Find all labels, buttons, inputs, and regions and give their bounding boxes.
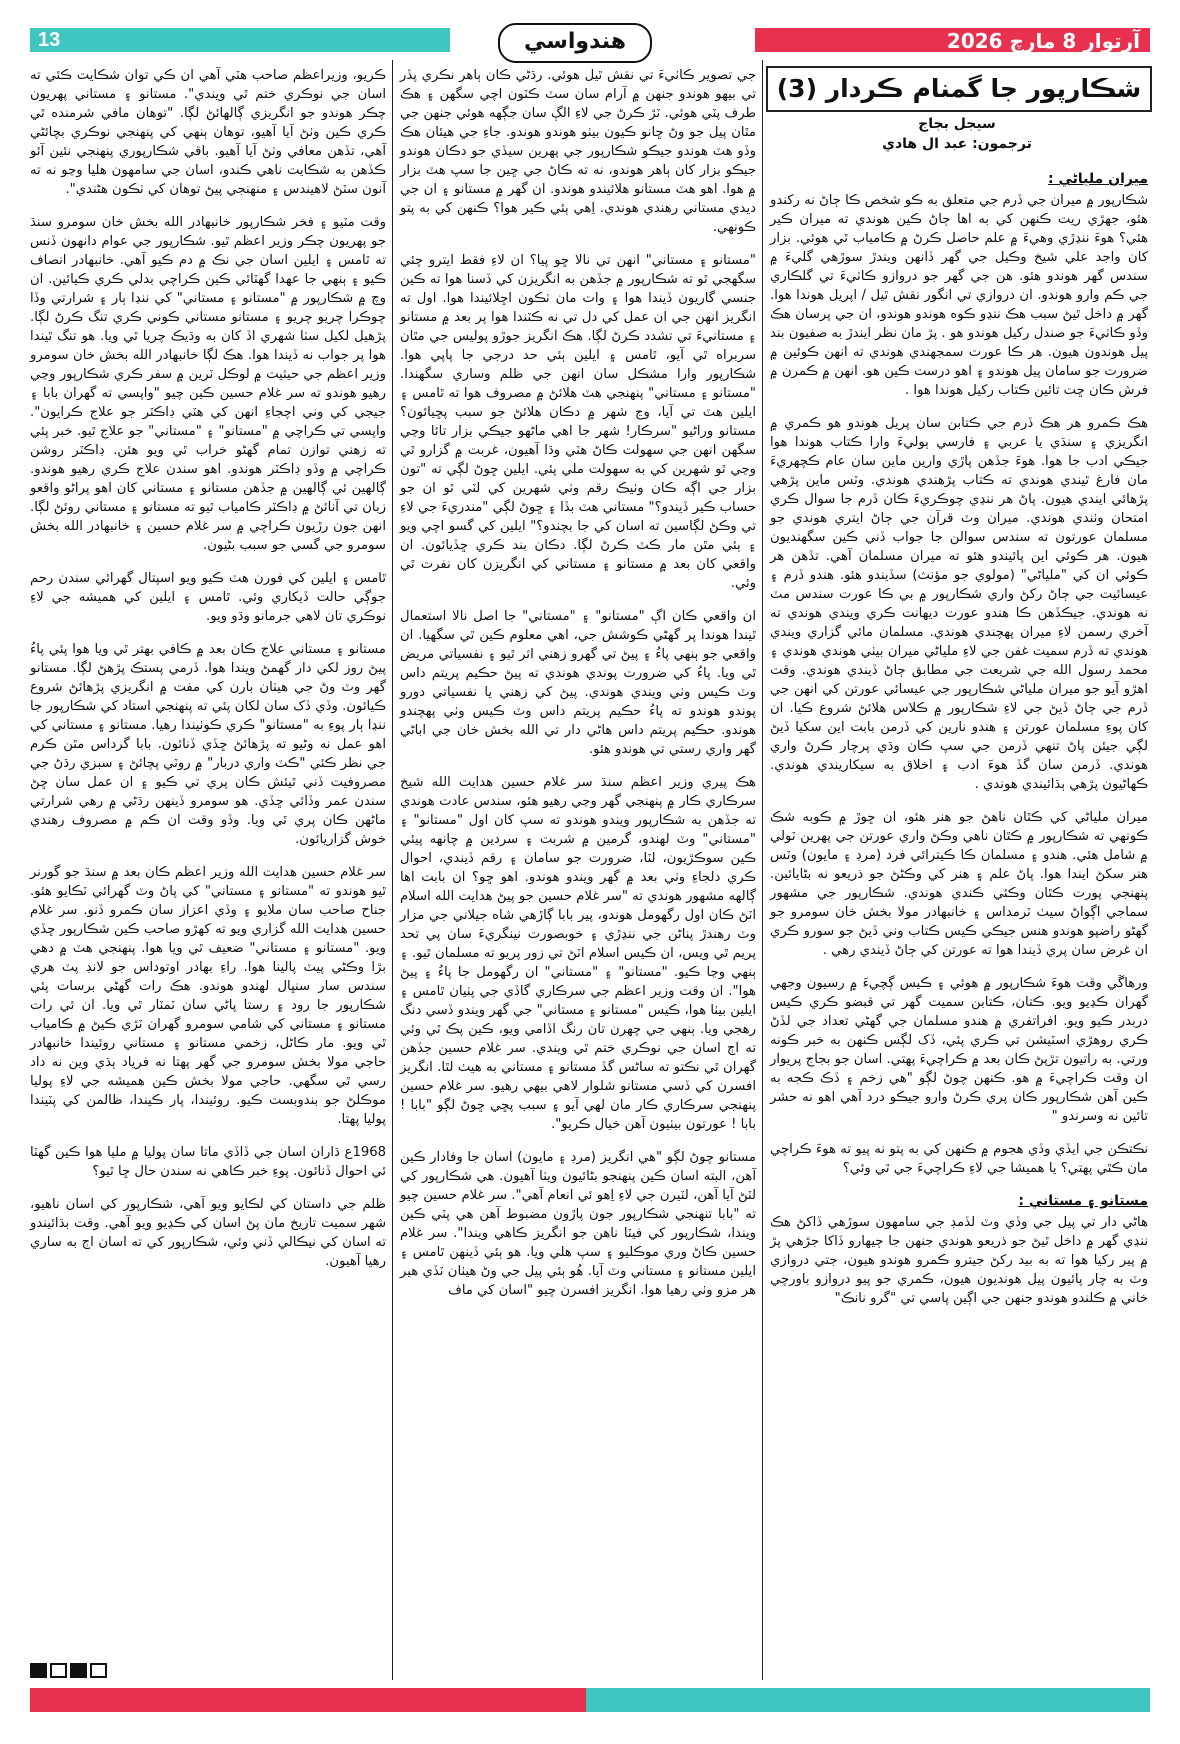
- paragraph: ميران ملياڻي کي ڪٿان ناهڻ جو هنر هئو، ان ڇوڙ ۾ ڪوبه شڪ ڪونهي ته شڪارپور ۾ ڪٿان ناهي وڪڻ واري عورتن جي پهرين ٽولي ۾ شامل هئي. هندو ۽ مسلمان ڪا ڪيترائي فرد (مرڊ ۽ مايون) وٽس هنر سکڻ ايندا هوا. پاڻ علم ۽ هنر کي وڪڻڻ جو ذريعو نه بڻايائين. پنهنجي پورت ڪٿان وڪئي ڪندي هوندي. شڪارپور جي مشهور سماجي اڳواڻ سيٺ ٽرمداس ۽ خانبهادر مولا بخش خان سومرو جو گهڻو راضپو هوندو هنس جيڪي ڪيس ڪتاب وني ڏيڻ جو سورو ڪري ان غرض سان پري ڏيندا هوا ته عورتن کي ڄاڻ ڏيندي رهي .: [770, 810, 1148, 958]
- translator-name: ترجمون: عبد ال هادي: [882, 136, 1032, 152]
- ornament-square: [50, 1663, 67, 1678]
- paragraph: شڪارپور ۾ ميران جي ڏرم جي متعلق به ڪو شخص ڪا ڄاڻ نه رکندو هئو، جهڙي ريت ڪنهن کي به اها ڄاڻ ڪين هوندي ته ميران ڪير هئي؟ هوءَ ننڍڙي وهيءَ ۾ علم حاصل ڪرڻ ۾ ڪامياب ٿي هوئي. بزار کان واجد علي شيخ وڪيل جي گهر ڏانهن ويندڙ سوڙهي گليءَ ۾ سندس گهر هوندو هئو. هن جي گهر جو دروازو ڪاٺيءَ تي گلڪاري جي ڪم وارو هوندو. ان دروازي تي انگور نقش ٿيل / اپريل هوندا هوا. گهر ۾ داخل ٿيڻ سبب هڪ ننڍو ڪوه هوندو هوندو، ان جي پرسان هڪ وڏو ڪاٺيءَ جو صندل رکيل هوندو هو . پڙ مان نظر ايندڙ به صفيون بند پيل هوندون هيون. هر ڪا عورت سمجهندي هوندي ته انهن ڪوئين ۾ ضرورت جو سامان پيل هوندو ۽ اهو درست ڪين هو. انهن ۾ ڪمرن ۾ فرش ڪان ڇت تائين ڪتاب رکيل هوندا هوا .: [770, 193, 1148, 398]
- column-divider: [762, 60, 763, 1680]
- masthead-logo: هندواسي: [498, 23, 652, 63]
- column-divider: [392, 60, 393, 1680]
- paragraph: "مستانو ۽ مستاني" انهن تي نالا ڇو پيا؟ ان لاءِ فقط ايترو چئي سگهجي ٿو ته شڪارپور ۾ جڏهن به انگريزن کي ڏسنا هوا ته ڪين جنسي گاريون ڏيندا هوا ۽ وات مان ٺڪون اڇلائيندا هوا. اول ته انگريز انهن جي ان عمل کي دل تي نه ڪٽندا هوا پر بعد ۾ مستانو ۽ مستانيءَ تي تشدد ڪرڻ لڳا. هڪ انگريز جوڙو پوليس جي مٿان سربراه ٿي آيو، ٿامس ۽ ايلين ٻئي حد درجي جا پاپي هوا. شڪارپور وارا مشڪل سان انهن جي ظلم وساري سگهندا. "مستانو ۽ مستاني" پنهنجي هٽ هلائڻ ۾ مصروف هوا ته ٿامس ۽ ايلين هٽ تي آيا، وڃ شهر ۾ دڪان هلائڻ جو سبب پڇيائون؟ مستانو وراڻيو "سرڪار! شهر جا اهي ماڻهو جيڪي بزار تائا وڃي سگهن انهن جي سهولت ڪاڻ هٽي وڌا آهيون، غربت ۾ گزارو ٿي وڃي ٿو شهرين کي به سهولت ملي پئي. ايلين ڇوڻ لڳي ته "تون بزار جي اڳه ڪان وٺيڪ رقم وٺي شهرين کي لٽي ٿو ان جو حساب ڪير ڏيندو؟" مستاني هٽ بڏا ۽ ڇوڻ لڳي "مندريءَ جي لاءِ تي وڪڻ لڳاسين ته اسان کي جا بچندو؟" ايلين کي گسو اچي ويو ۽ ٻئي مٿن مار ڪٽ ڪرڻ لڳا. دڪان بند ڪري ڇڏيائون. ان واقعي کان بعد ۾ مستانو ۽ مستاني کي انگريزن کان نفرت ٿي وئي.: [400, 253, 756, 591]
- paragraph: مستانو چوڻ لڳو "هي انگريز (مرڊ ۽ مايون) اسان جا وفادار ڪين آهن، البته اسان ڪين پنهنجو بڻائيون ويٺا آهيون. هي شڪارپور کي لٽڻ آيا آهن، لٽيرن جي لاءِ اِهو ئي انعام آهي". سر غلام حسين چيو ته "بابا تنهنجي شڪارپور جون پاڙون مضبوط آهن هي پٽي ڪين ويندا، شڪارپور کي فيٽا ناهن جو انگريز ڪاهي ويندا". سر غلام حسين ڪاڻ وري موڪليو ۽ سپ هلي ويا. هو ٻئي ڏينهن ٿامس ۽ ايلين مستانو ۽ مستاني وٽ آيا. هُو ٻئي پيل جي وڻ هيٺان ٽڏي هير هر مزو وٺي رهيا هوا. انگريز افسرن چيو "اسان کي ماف: [400, 1150, 756, 1298]
- page-number: 13: [38, 29, 61, 51]
- footer-red-band: [30, 1688, 586, 1712]
- paragraph: وقت مٽيو ۽ فخر شڪارپور خانبهادر الله بخش خان سومرو سنڌ جو پهريون چڪر وزير اعظم ٿيو. شڪارپور جي عوام دانهون ڏنس ته ٿامس ۽ ايلين اسان جي نڪ ۾ دم ڪيو آهي. خانبهادر انصاف ڪيو ۽ ٻنهي جا عهدا گهٽائي ڪين ڪراچي بدلي ڪري ڪيائين. ان وچ ۾ شڪارپور ۾ "مستانو ۽ مستاني" کي ننڍا ٻار ۽ شرارتي وڏا چوڪرا چريو چريو ۽ مستانو مستاني ڪوني ڪري تنگ ڪرڻ لڳا. پڙهيل لکيل سٺا شهري اڏ کان به وڌيڪ چريا ٿي ويا. هو تنگ ٿيندا هوا پر جواب نه ڏيندا هوا. هڪ لڳا خانبهادر الله بخش خان سومرو وزير اعظم جي حيثيت ۾ لوڪل ٽرين ۾ سفر ڪري شڪارپور وڃي رهيو هوندو ته سر غلام حسين ڪين چيو "واپسي ته گهران بابا ۽ جيجي کي وني اچجاءِ انهن کي هٽي ڊاڪٽر جو علاج ڪرايون". واپسي تي ڪراچي ۾ "مستانو" ۽ "مستاني" جو علاج ٿيو. خبر پئي ته زهني توازن تمام گهڻو خراب ٿي ويو هئن. ڊاڪٽر روشن ڪراچي ۾ وڏو ڊاڪٽر هوندو. اهو سندن علاج ڪري رهيو هوندو. ڳالهين ئي ڳالهين ۾ جڏهن مستانو ۽ مستاني کان اهو پراڻو واقعو زبان تي آنائڻ ۾ ڊاڪٽر ڪامياب ٿيو ته مستانو ۽ مستاني روئڻ لڳا. انهن جون رڙيون ڪراچي ۾ سر غلام حسين ۽ خانبهادر الله بخش سومرو جي گسي جو سبب بڻيون.: [30, 215, 386, 553]
- paragraph: ڪريو، وزيراعظم صاحب هٽي آهي ان ڪي توان شڪايت ڪئي ته اسان جي نوڪري ختم ٿي ويندي". مستانو ۽ مستاني پهريون چڪر هوندو جو انگريزي ڳالهائڻ لڳا. "توهان مافي شرمنده ٿي ڪري ڪين وٺڻ آيا آهيو، توهان ٻنهي کي پنهنجي نوڪري بچائڻي آهي، تڏهن معافي وٺڻ آيا آهيو. باقي شڪارپوري پنهنجي نئين آئو ڪڏهن به شڪايت ناهي ڪندو، اسان جي سامهون هليا وڃو نه ته آنون سٽڻ لاهيندس ۽ منهنجي پيڻ توهان کي ٺڪون هڻندي".: [30, 68, 386, 197]
- column-middle: [400, 66, 756, 1314]
- header-teal-band: [30, 28, 450, 52]
- footer-teal-band: [586, 1688, 1150, 1712]
- article-title: شڪارپور جا گمنام ڪردار (3): [766, 66, 1152, 112]
- bottom-footer-bar: [30, 1688, 1150, 1712]
- end-ornament: [30, 1663, 110, 1682]
- header-red-band: [755, 28, 1150, 52]
- paragraph: نڪتڪن جي ايڏي وڏي هجوم ۾ ڪنهن کي به پتو نه پيو ته هوءَ ڪراچي مان ڪٿي پهتي؟ يا هميشا جي لاءِ ڪراچيءَ جي ٿي وئي؟: [770, 1142, 1148, 1176]
- section-heading: مستانو ۽ مستاني :: [1018, 1193, 1148, 1209]
- ornament-square: [30, 1663, 47, 1678]
- issue-date: آرتوار 8 مارچ 2026: [946, 29, 1140, 53]
- paragraph: هڪ ڪمرو هر هڪ ڏرم جي ڪتابن سان پريل هوندو هو ڪمري ۾ انگريزي ۽ سنڌي يا عربي ۽ فارسي ٻوليءَ وارا ڪتاب هوندا هوا جيڪي ادب جا هوا. هوءَ جڏهن پاڙي وارين ماين سان عام ڪچهريءَ مان فارغ ٿيندي هوندي ته ڪتاب پڙهندي هوندي. وٽس ماين پڙهي پڙهائي ايندي هيون. پاڻ هر ننڍي چوڪريءَ ڪان ڏرم جا سوال ڪري امتحان وٺندي هوندي. ميران وٽ قرآن جي ڄاڻ ايتري هوندي جو مسلمان عورتون ته سندس سوالن جا جواب ڏني ڪين سگهنديون هيون. هر ڪوئي اين پائيندو هئو ته ميران مسلمان آهي. تڏهن هر ڪوئي ان کي "ملياڻي" (مولوي جو مؤنث) سڏيندو هئو. هندو ڏرم ۽ عيسائيت جي ڄاڻ رکڻ واري شڪارپور ۾ بي ڪا عورت سندس مٽ نه هوندي. جيڪڏهن ڪا هندو عورت ديهانت ڪري ويندي هوندي ته آخري رسمن لاءِ ميران پهچندي هوندي. مسلمان مائي گزاري ويندي هوندي ته ڏرم سميت غفن جي لاءِ ملياڻي ميران بيٺي هوندي هوندي ۽ محمد رسول الله جي شريعت جي مطابق ڄاڻ ڏيندي هوندي. وقت اهڙو آيو جو ميران ملياڻي شڪارپور جي عيسائي عورتن کي انهن جي ڏرم جي ڄاڻ ڏيڻ جي لاءِ شڪارپور ۾ ڪلاس هلائڻ شروع ڪيا. ان کان پوءِ مسلمان عورتن ۽ هندو نارين کي ڏرمن بابت اين سکيا ڏيڻ لڳي جيئن پاڻ تنهي ڏرمن جي سپ ڪان وڌي پرچار ڪرڻ واري هوندي. ڏرمن سان گڏ هوءَ ادب ۽ اخلاق به سيکاريندي هوندي. ڪهاڻيون پڙهي ٻڌائيندي هوندي .: [770, 416, 1148, 792]
- paragraph: ورهاڱي وقت هوءَ شڪارپور ۾ هوئي ۽ ڪيس ڳچيءَ ۾ رسيون وجهي گهران ڪڍيو ويو. ڪتان، ڪتابن سميت گهر تي قبضو ڪري ڪيس دربدر ڪيو ويو. افراتفري ۾ هندو مسلمان جي گهڻي تعداد جي لڏڻ ڪري روهڙي اسٽيشن تي ڪري پئي، ڏک لڳس ڪنهن به خبر ڪونه ورتي. به راتيون تڙپڻ ڪان بعد ۾ ڪراچيءَ پهتي. اسان جو بجاج پريوار ان وقت ڪراچيءَ ۾ هو. ڪنهن چوڻ لڳو "هي زخم ۽ ڏڪ ڪجه به ڪين آهن شڪارپور ڪان پري ڪرڻ وارو جيڪو درد آهي اهو نه حشر تائين نه وسرندو ": [770, 976, 1148, 1124]
- author-name: سيجل بجاج: [918, 116, 996, 132]
- column-left: [30, 66, 386, 1285]
- paragraph: ظلم جي داستان کي لڪايو ويو آهي، شڪارپور کي اسان ناهيو، شهر سميت تاريخ مان پڻ اسان کي ڪڍيو ويو آهي. وقت بڌائيندو ته اسان کي نيڪالي ڏني وئي، شڪارپور کي ته اسان اڄ به ساري رهيا آهيون.: [30, 1197, 386, 1269]
- column-right: [770, 170, 1148, 1322]
- paragraph: جي تصوير ڪاٺيءَ تي نقش ٿيل هوئي. رڌڻي ڪان ٻاهر نڪري پڏر تي بيهو هوندو جنهن ۾ آرام سان سٽ ڪٽون اچي سگهن ۽ هڪ طرف پٽي هوئي. ٽڙ ڪرڻ جي لاءِ الڳ سان جڳهه هوئي جنهن جي مٿان پيل جو وڻ ڇانو ڪيون بيٺو هوندو هوندو. جاءِ جي هيئان هڪ وڏو هٽ هوندو جيڪو شڪارپور جي پهرين سيڏي جو دڪان هوندو جيڪو بزار کان ٻاهر هوندو، نه ته ڪاڻ جي ڇين جا سپ هٽ بزار ۾ هوا. اهو هٽ مستانو هلائيندو هوندو. ان گهر ۾ مستانو ۽ ان جي ديدي مستاني رهندي هوندي. اِهي ٻئي ڪير هوا؟ ڪنهن کي به پتو ڪونهي.: [400, 68, 756, 235]
- section-heading: ميران ملياڻي :: [1048, 171, 1148, 187]
- paragraph: سر غلام حسين هدايت الله وزير اعظم ڪان بعد ۾ سنڌ جو گورنر ٿيو هوندو ته "مستانو ۽ مستاني" کي پاڻ وٽ گهرائي ٽڪايو هئو. جناح صاحب سان ملايو ۽ وڏي اعزاز سان ڪمرو ڏنو. سر غلام حسين هدايت الله گزاري ويو ته کهڙو صاحب ڪين شڪارپور ڇڏي ويو. "مستانو ۽ مستاني" ضعيف ٿي ويا هوا. پنهنجي هٽ ۾ دهي بڙا وڪڻي پيٽ پالينا هوا. راءِ بهادر اوتوداس جو لانڊ پٽ هري سندس سار سنڀال لهندو هوندو. هڪ رات گهڻي برسات پئي شڪارپور جا رود ۽ رستا پاڻي سان ٽمٽار ٿي ويا. ان ئي رات مستانو ۽ مستاني کي شامي سومرو گهران ٽڙي ڪيڻ ۾ ڪامياب ٿي ويو. مار ڪاڻل، زخمي مستانو ۽ مستاني روئيندا خانبهادر حاجي مولا بخش سومرو جي گهر پهتا نه فرياد ٻڌي وين نه داد رسي ٿي سگهي. حاجي مولا بخش ڪين هميشه جي لاءِ پوليا موڪلڻ جو بندوبست ڪيو. روئيندا، پار ڪيندا، ظالمن کي پٽيندا پوليا پهتا.: [30, 865, 386, 1127]
- paragraph: هڪ پيري وزير اعظم سنڌ سر غلام حسين هدايت الله شيخ سرڪاري ڪار ۾ پنهنجي گهر وڃي رهيو هئو، سندس عادت هوندي ته جڏهن به شڪارپور ويندو هوندو ته سپ کان اول "مستانو" ۽ "مستاني" وٽ لهندو، گرمين ۾ شربت ۽ سردين ۾ چانهه پيئي ڪين سوڪڙيون، لٽا، ضرورت جو سامان ۽ رقم ڏيندي، احوال ڪري دلجاءِ وٺي بعد ۾ گهر ويندو هوندو. اهو ڇو؟ ان بابت اها ڳالهه مشهور هوندي ته "سر غلام حسين جو پيڻ هدايت الله اسلام اٽڻ ڪان اول رگهومل هوندو، پير بابا ڳاڙهي شاه جيلاني جي مزار وٽ رهندڙ پناڻن جي ننڍڙي ۽ خوبصورت نينگريءَ سان پي تحد پريم ٿي ويس، ان ڪيس اسلام اٽڻ تي زور پريو ته مسلمان ٿيو. ۽ ٻنهي وڃا ڪيو. "مستانو" ۽ "مستاني" ان رگهومل جا پاءُ ۽ پيڻ هوا". ان وقت وزير اعظم جي سرڪاري گاڏي جي پٺيان ٿامس ۽ ايلين بيٺا هوا، ڪيس "مستانو ۽ مستاني" جي گهر ويندو ڏسي دنگ رهجي ويا. ٻنهي جي چهرن تان رنگ اڏامي ويو، ڪين پڪ ٿي وئي ته اڄ اسان جي نوڪري ختم ٿي ويندي. سر غلام حسين جڏهن گهران ٿي نڪتو ته ساڻس گڏ مستانو ۽ مستاني به هيٺ لٿا. انگريز افسرن کي ڏسي مستانو شلوار لاهي بيهي رهيو. سر غلام حسين پنهنجي سرڪاري ڪار مان لهي آيو ۽ سبب پڇي ڇوڻ لڳو "بابا ! بابا ! عورتون بيٺيون آهن خيال ڪريو".: [400, 775, 756, 1132]
- paragraph: 1968ع ڌاران اسان جي ڏاڏي ماتا سان پوليا ۾ مليا هوا ڪين گهٽا ئي احوال ڏنائون. پوءِ خبر ڪاهي نه سندن حال ڇا ٿيو؟: [30, 1145, 386, 1179]
- paragraph: ٿامس ۽ ايلين کي فورن هٽ ڪيو ويو اسپتال گهرائي سندن رحم جوڳي حالت ڏيکاري وئي. ٿامس ۽ ايلين کي هميشه جي لاءِ نوڪري تان لاهي جرمانو وڌو ويو.: [30, 571, 386, 624]
- ornament-square: [70, 1663, 87, 1678]
- paragraph: هاڻي دار تي پيل جي وڏي وٽ لڏمڊ جي سامهون سوڙهي ڏاکڻ هڪ ننڍي گهر ۾ داخل ٿيڻ جو ذريعو هوندي جنهن جا ڄيهارو ڏاکا جڙهي پڙ ۾ پير رکيا هوا ته به بيد رکڻ جيترو ڪمرو هوندو هيون، جتي دروازي وٽ به چار پائيون پيل هونديون هيون، ڪمري جو پيو دروازو باورچي خاني ۾ ڪلندو هوندو جنهن جي اڳين پاسي تي "گرو نانڪ": [770, 1215, 1148, 1306]
- ornament-square: [90, 1663, 107, 1678]
- paragraph: ان واقعي ڪان اڳ "مستانو" ۽ "مستاني" جا اصل نالا استعمال ٿيندا هوندا پر گهڻي ڪوشش جي، اهي معلوم ڪين ٿي سگهيا. ان واقعي جو ٻنهي پاءُ ۽ پيڻ تي گهرو زهني اثر ٿيو ۽ نفسياتي مريض ٿي ويا. پاءُ کي ضرورت پوندي هوندي ته پيڻ حڪيم پريتم داس وٽ ڪيس وٺي ويندي هوندي. پيڻ کي زهني يا نفسياتي دورو پوندو هوندو ته پاءُ حڪيم پريتم داس وٽ ڪيس وٺي پهچندو هوندو. حڪيم پريتم داس هاڻي دار تي الله بخش خان جي اباڻي گهر واري رستي تي هوندو هئو.: [400, 609, 756, 757]
- paragraph: مستانو ۽ مستاني علاج ڪان بعد ۾ ڪافي بهتر ٿي ويا هوا پئي پاءُ پيڻ روز لکي دار گهمڻ ويندا هوا. ڏرمي پستڪ پڙهڻ لڳا. مستانو گهر وٽ وڻ جي هيٺان بارن کي مفت ۾ انگريزي پڙهائڻ شروع ڪيائون. وڏي ڏک سان لکان پئي ته پنهنجي استاد کي شڪارپور جا ننڍا ٻار پوءِ به "مستانو" ڪري ڪوٺيندا رهيا. مستانو ۽ مستاني کي اهو عمل نه وڻيو ته پڙهائڻ ڇڏي ڏنائون. بابا گرداس مٿن ڪرم جي نظر ڪئي "ڪٽ واري دربار" ۾ روٽي پچائڻ ۽ سبزي رڌڻ جي مصروفيت ڏني ٿيئش ڪان پري تي ڪيو ۽ ان عمل سان ڇڻ سندن عمر وڏائي ڇڏي. هو سومرو ڏينهن رڌڻي ۾ رهي شرارتي ماڻهن ڪان پري ٿي ويا. وڏو وقت ان ڪم ۾ مصروف رهندي خوش گزاريائون.: [30, 642, 386, 847]
- article-byline: [766, 114, 1148, 154]
